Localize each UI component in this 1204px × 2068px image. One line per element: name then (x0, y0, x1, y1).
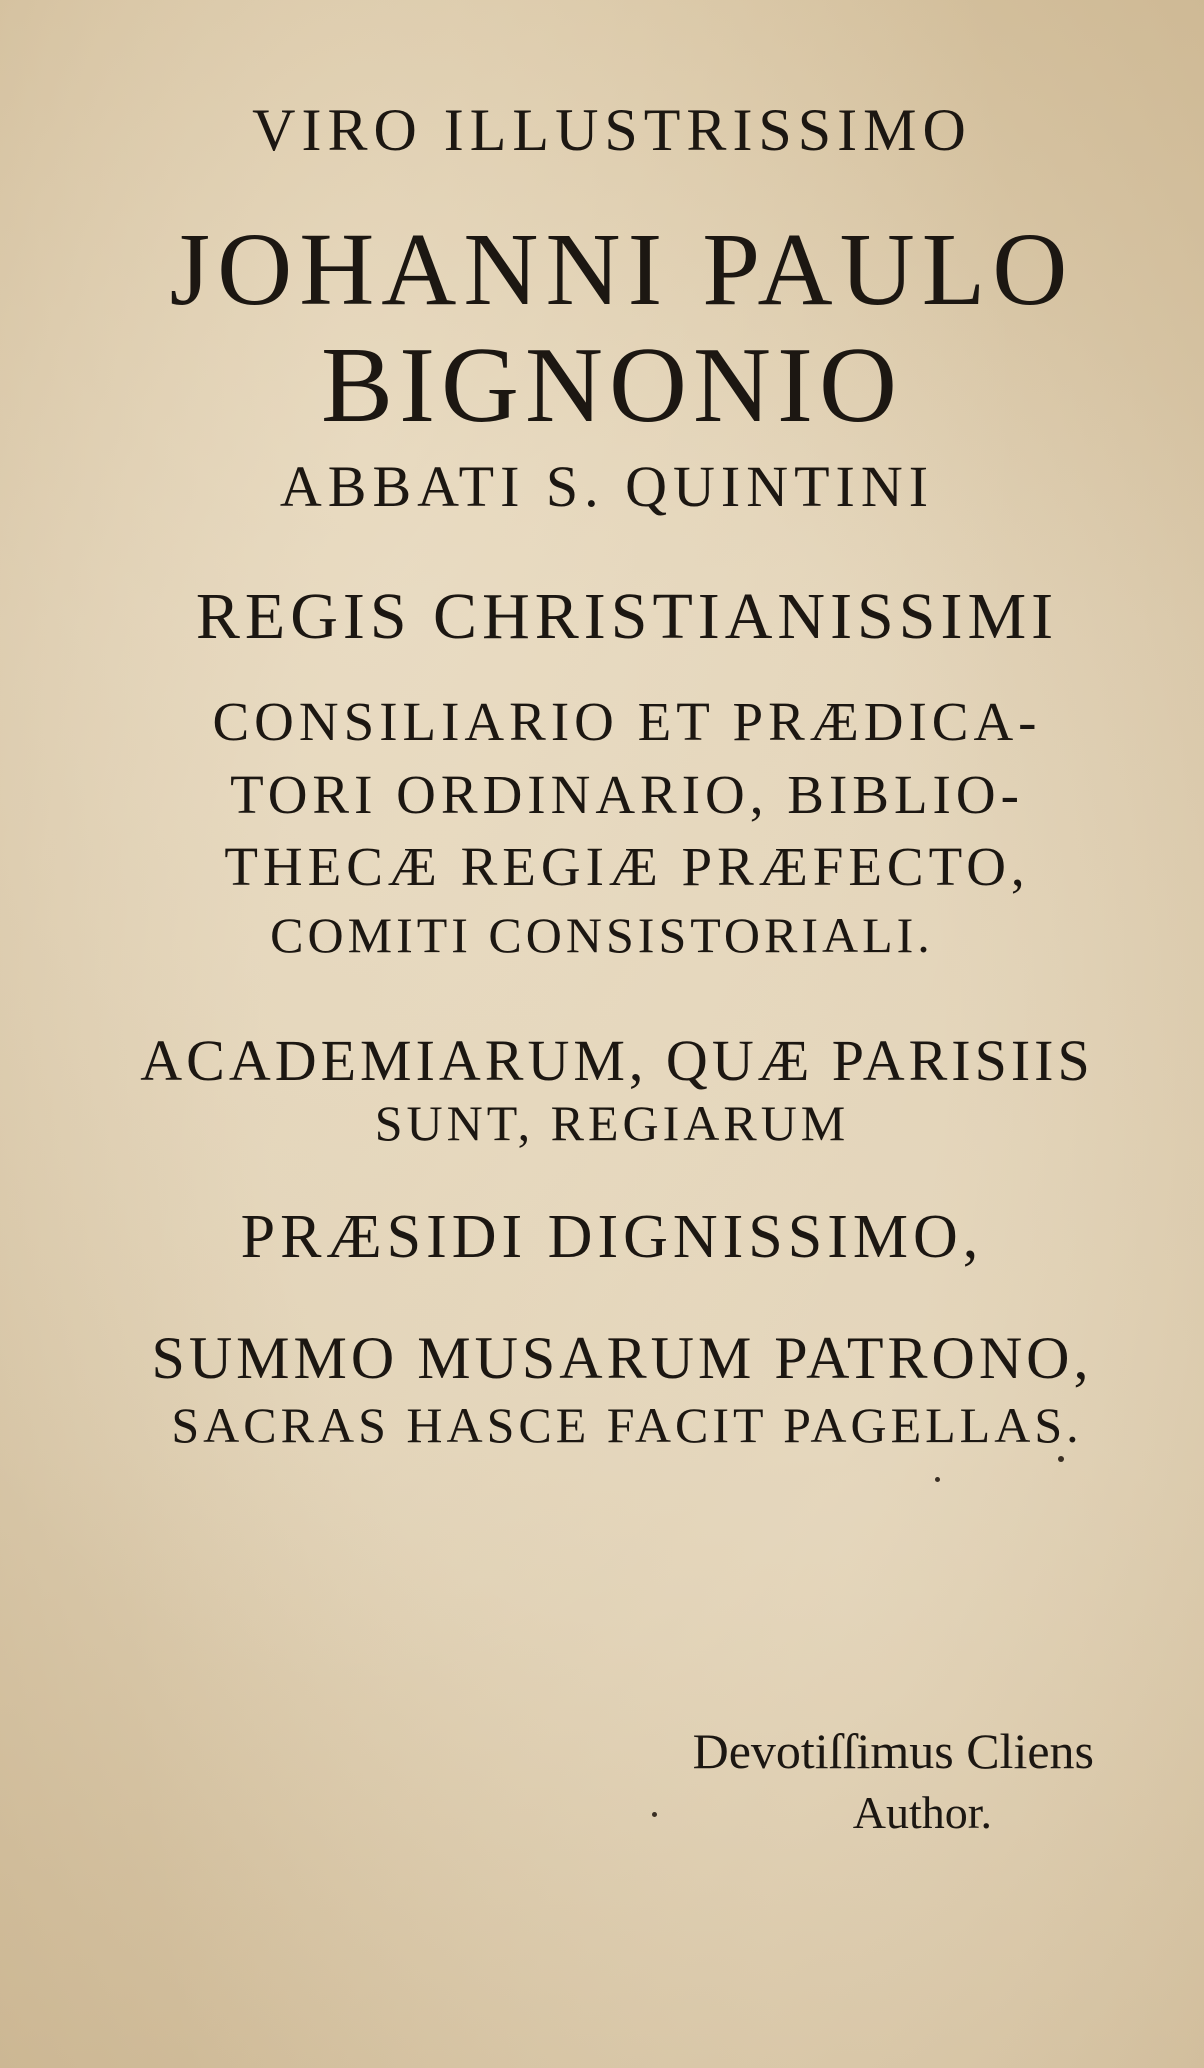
signature-author: Author. (852, 1787, 992, 1838)
dedication-line-comiti: COMITI CONSISTORIALI. (270, 907, 934, 963)
dedication-line-academiarum: ACADEMIARUM, QUÆ PARISIIS (140, 1028, 1094, 1093)
ink-speck (652, 1812, 657, 1817)
ink-speck (1058, 1456, 1064, 1462)
dedication-line-johanni-paulo: JOHANNI PAULO (169, 212, 1075, 327)
dedication-line-regis: REGIS CHRISTIANISSIMI (195, 580, 1059, 653)
signature-devotissimus-cliens: Devotiſſimus Cliens (692, 1723, 1094, 1779)
dedication-line-consiliario: CONSILIARIO ET PRÆDICA- (212, 691, 1042, 752)
dedication-line-viro-illustrissimo: VIRO ILLUSTRISSIMO (252, 97, 972, 163)
dedication-line-sunt-regiarum: SUNT, REGIARUM (374, 1095, 850, 1151)
dedication-line-thecae-regiae: THECÆ REGIÆ PRÆFECTO, (224, 836, 1030, 897)
dedication-line-sacras: SACRAS HASCE FACIT PAGELLAS. (171, 1397, 1083, 1453)
dedication-line-summo-musarum: SUMMO MUSARUM PATRONO, (151, 1325, 1093, 1391)
ink-speck (935, 1477, 940, 1482)
dedication-line-praesidi: PRÆSIDI DIGNISSIMO, (240, 1203, 984, 1271)
dedication-line-abbati: ABBATI S. QUINTINI (279, 454, 935, 519)
dedication-line-bignonio: BIGNONIO (321, 326, 903, 445)
dedication-line-tori-ordinario: TORI ORDINARIO, BIBLIO- (230, 764, 1024, 825)
